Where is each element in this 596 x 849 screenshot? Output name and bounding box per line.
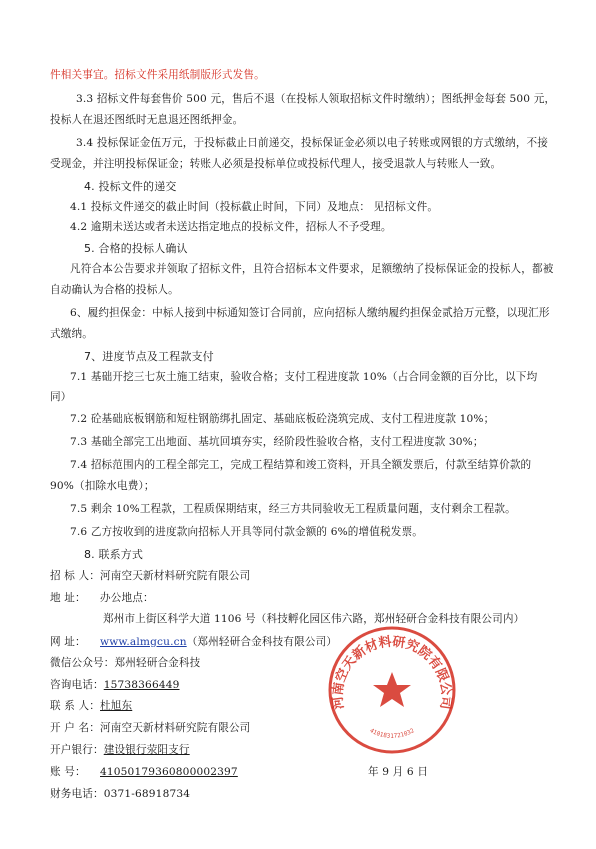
intro-line: 件相关事宜。招标文件采用纸制版形式发售。 bbox=[50, 69, 265, 81]
finance-phone-label: 财务电话： bbox=[50, 788, 104, 800]
address-office-label: 办公地点： bbox=[100, 592, 154, 604]
wechat-label: 微信公众号： bbox=[50, 657, 115, 669]
account-number-label: 账 号： bbox=[50, 766, 86, 778]
tenderer-value: 河南空天新材料研究院有限公司 bbox=[100, 570, 251, 582]
heading-5: 5. 合格的投标人确认 bbox=[84, 242, 188, 255]
clause-3-3-line-1: 3.3 招标文件每套售价 500 元，售后不退（在投标人领取招标文件时缴纳）；图纸押金每套 500 元， bbox=[76, 93, 556, 105]
tenderer-row bbox=[50, 570, 250, 583]
phone-value: 15738366449 bbox=[103, 679, 180, 691]
date-text: 年 9 月 6 日 bbox=[368, 766, 429, 778]
wechat-row bbox=[50, 657, 200, 670]
clause-6-line-1: 6、履约担保金：中标人接到中标通知签订合同前，应向招标人缴纳履约担保金贰拾万元整，以现汇形 bbox=[70, 307, 550, 319]
clause-7-4-line-1: 7.4 招标范围内的工程全部完工，完成工程结算和竣工资料，开具全额发票后，付款至结算价款的 bbox=[70, 459, 532, 471]
clause-3-4-line-1: 3.4 投标保证金伍万元，于投标截止日前递交，投标保证金必须以电子转账或网银的方式缴纳，不接 bbox=[76, 137, 549, 149]
account-number-value: 41050179360800002397 bbox=[100, 766, 238, 778]
company-seal bbox=[326, 624, 458, 756]
bank-row bbox=[50, 744, 190, 757]
finance-phone-row bbox=[50, 788, 190, 801]
account-holder-row bbox=[50, 722, 250, 735]
contact-value: 杜旭东 bbox=[100, 700, 133, 712]
clause-3-3-line-2: 投标人在退还图纸时无息退还图纸押金。 bbox=[50, 114, 244, 126]
website-row bbox=[50, 636, 337, 649]
website-link[interactable]: www.almgcu.cn bbox=[100, 636, 187, 648]
contact-label: 联 系 人： bbox=[50, 700, 101, 712]
clause-7-5: 7.5 剩余 10%工程款，工程质保期结束，经三方共同验收无工程质量问题，支付剩余工程款。 bbox=[70, 503, 516, 515]
clause-7-6: 7.6 乙方按收到的进度款向招标人开具等同付款金额的 6%的增值税发票。 bbox=[70, 526, 424, 538]
account-holder-value: 河南空天新材料研究院有限公司 bbox=[100, 722, 251, 734]
website-note: （郑州轻研合金科技有限公司） bbox=[186, 636, 338, 648]
clause-7-1-line-1: 7.1 基础开挖三七灰土施工结束，验收合格；支付工程进度款 10%（占合同金额的百分比，以下均 bbox=[70, 371, 538, 383]
clause-7-1-line-2: 同） bbox=[50, 391, 72, 403]
clause-5-line-2: 自动确认为合格的投标人。 bbox=[50, 284, 179, 296]
seal-ring-text: 河南空天新材料研究院有限公司 bbox=[330, 634, 454, 711]
seal-star-icon bbox=[373, 672, 411, 707]
phone-label: 咨询电话： bbox=[50, 679, 104, 691]
address-label: 地 址： bbox=[50, 592, 86, 604]
clause-6-line-2: 式缴纳。 bbox=[50, 328, 93, 340]
bank-label: 开户银行： bbox=[50, 744, 104, 756]
clause-3-4-line-2: 受现金，并注明投标保证金；转账人必须是投标单位或投标代理人，接受退款人与转账人一致。 bbox=[50, 158, 502, 170]
address-row bbox=[50, 592, 154, 605]
wechat-value: 郑州轻研合金科技 bbox=[114, 657, 201, 669]
clause-4-1: 4.1 投标文件递交的截止时间（投标截止时间，下同）及地点： 见招标文件。 bbox=[70, 201, 439, 213]
tenderer-label: 招 标 人： bbox=[50, 570, 101, 582]
contact-row bbox=[50, 700, 132, 713]
heading-4: 4. 投标文件的递交 bbox=[84, 180, 177, 193]
heading-8: 8. 联系方式 bbox=[84, 548, 144, 561]
website-label: 网 址： bbox=[50, 636, 86, 648]
account-holder-label: 开 户 名： bbox=[50, 722, 101, 734]
finance-phone-value: 0371-68918734 bbox=[103, 788, 191, 800]
account-number-row bbox=[50, 766, 238, 779]
heading-7: 7、进度节点及工程款支付 bbox=[84, 350, 214, 363]
address-detail: 郑州市上街区科学大道 1106 号（科技孵化园区伟六路，郑州轻研合金科技有限公司内） bbox=[103, 613, 525, 625]
clause-7-3: 7.3 基础全部完工出地面、基坑回填夯实，经阶段性验收合格，支付工程进度款 30%； bbox=[70, 436, 484, 448]
clause-4-2: 4.2 逾期未送达或者未送达指定地点的投标文件，招标人不予受理。 bbox=[70, 221, 392, 233]
clause-5-line-1: 凡符合本公告要求并领取了招标文件，且符合招标本文件要求，足额缴纳了投标保证金的投标人，都被 bbox=[70, 263, 554, 275]
clause-7-4-line-2: 90%（扣除水电费）； bbox=[50, 480, 155, 492]
phone-row bbox=[50, 679, 180, 692]
clause-7-2: 7.2 砼基础底板钢筋和短柱钢筋绑扎固定、基础底板砼浇筑完成、支付工程进度款 10%； bbox=[70, 413, 495, 425]
seal-code: 4101831721032 bbox=[368, 727, 416, 740]
bank-value: 建设银行荥阳支行 bbox=[103, 744, 190, 756]
